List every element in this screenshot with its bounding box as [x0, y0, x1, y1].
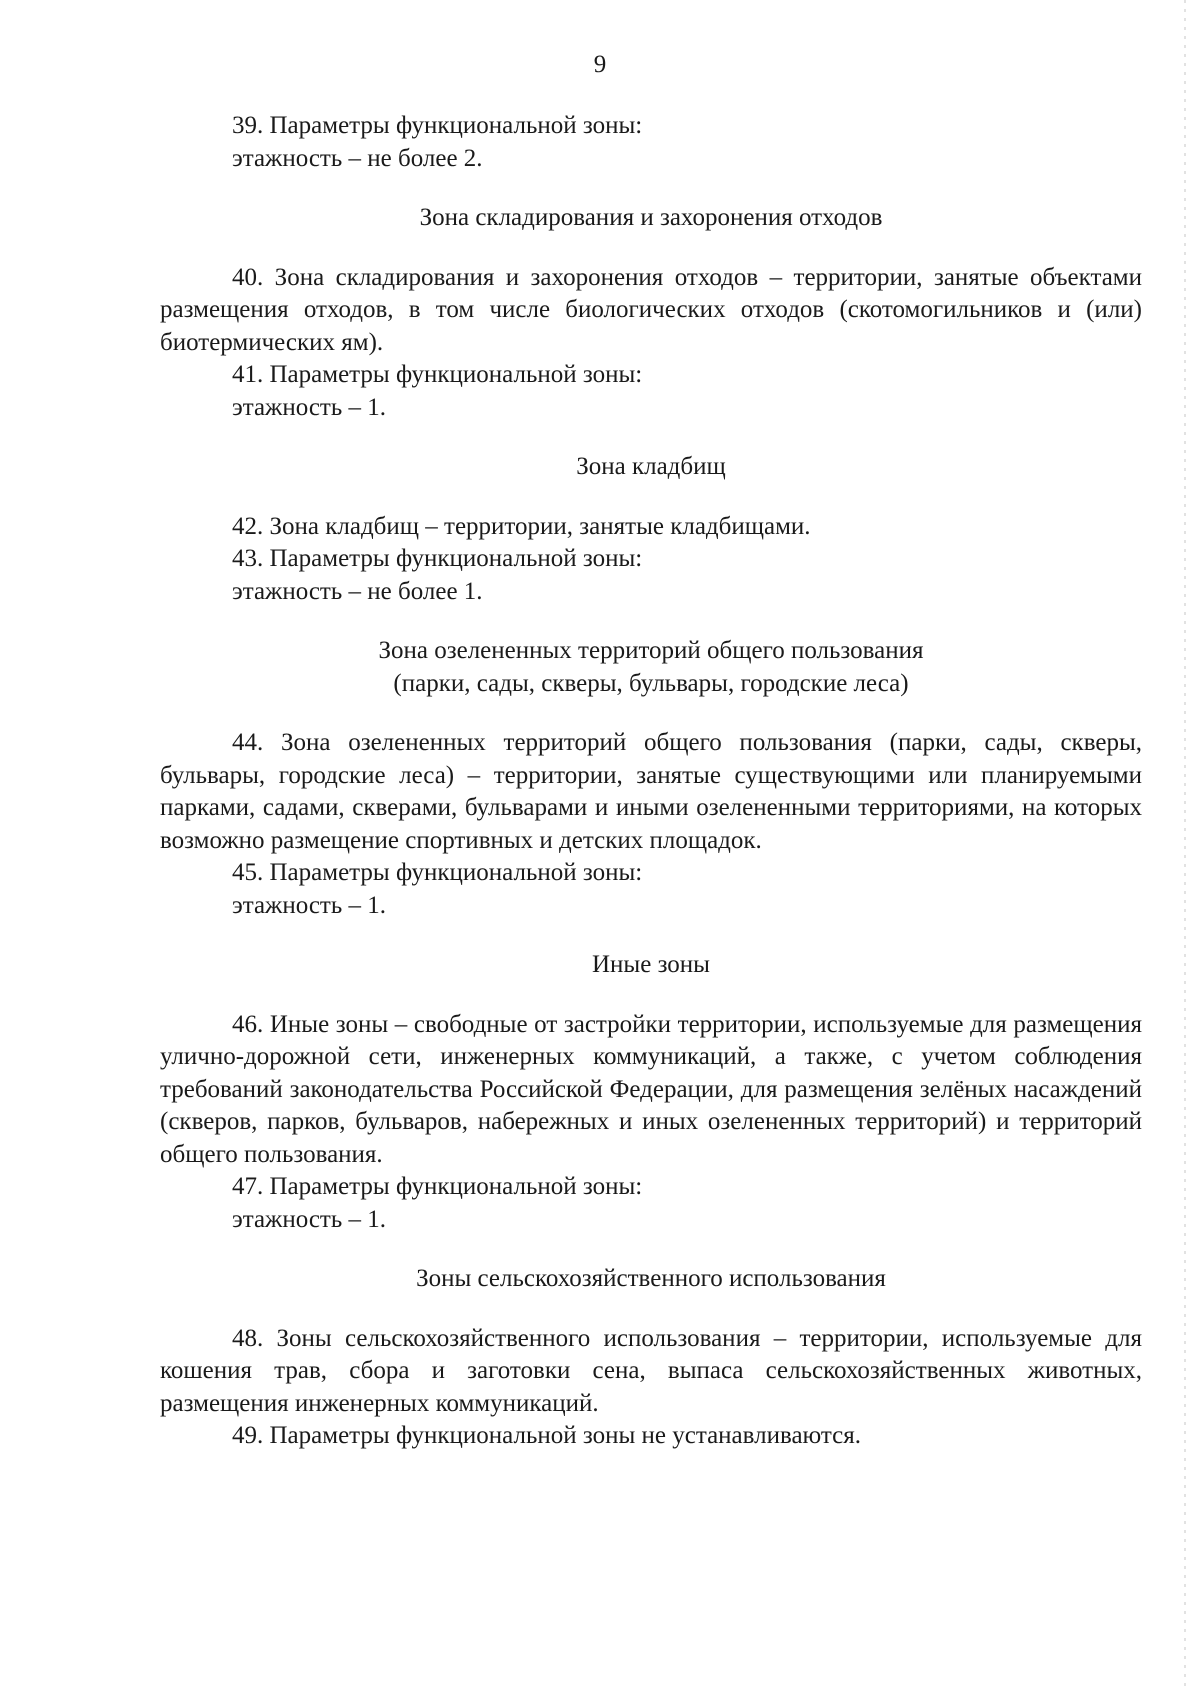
item-47-title: 47. Параметры функциональной зоны: [232, 1173, 643, 1200]
section-heading-green-line2: (парки, сады, скверы, бульвары, городские леса) [393, 669, 909, 697]
item-40-paragraph: 40. Зона складирования и захоронения отходов – территории, занятые объектами размещения отходов, в том числе биологических отходов (скотомогильников и (или) биотермических ям). [160, 263, 1142, 356]
section-heading-cemetery: Зона кладбищ [576, 453, 726, 480]
item-45-value: этажность – 1. [232, 891, 387, 919]
section-heading-other: Иные зоны [592, 951, 710, 978]
item-43-value: этажность – не более 1. [232, 577, 483, 605]
section-heading-green-line1: Зона озелененных территорий общего пользования [378, 637, 924, 664]
item-41-value: этажность – 1. [232, 393, 387, 421]
item-41-title: 41. Параметры функциональной зоны: [232, 361, 643, 388]
item-46-paragraph: 46. Иные зоны – свободные от застройки территории, используемые для размещения улично-дорожной сети, инженерных коммуникаций, а также, с учетом соблюдения требований законодательства Российской Федерации, для размещения зелёных насаждений (скверов, парков, бульваров, набережных и иных озелененных территорий) и территорий общего пользования. [160, 1010, 1142, 1168]
item-39-title: 39. Параметры функциональной зоны: [232, 112, 643, 139]
section-heading-waste: Зона складирования и захоронения отходов [419, 204, 883, 231]
item-39-value: этажность – не более 2. [232, 144, 483, 172]
scan-edge-artifact [1184, 0, 1186, 1686]
item-44-paragraph: 44. Зона озелененных территорий общего пользования (парки, сады, скверы, бульвары, городские леса) – территории, занятые существующими или планируемыми парками, садами, скверами, бульварами и иными озелененными территориями, на которых возможно размещение спортивных и детских площадок. [160, 729, 1142, 854]
page-number: 9 [593, 51, 607, 78]
item-49-paragraph: 49. Параметры функциональной зоны не устанавливаются. [232, 1422, 861, 1449]
document-body [160, 110, 1142, 1453]
item-47-value: этажность – 1. [232, 1205, 387, 1233]
item-43-title: 43. Параметры функциональной зоны: [232, 545, 643, 572]
section-heading-agri: Зоны сельскохозяйственного использования [416, 1265, 886, 1292]
item-45-title: 45. Параметры функциональной зоны: [232, 859, 643, 886]
item-48-paragraph: 48. Зоны сельскохозяйственного использования – территории, используемые для кошения трав, сбора и заготовки сена, выпаса сельскохозяйственных животных, размещения инженерных коммуникаций. [160, 1324, 1142, 1417]
item-42-paragraph: 42. Зона кладбищ – территории, занятые кладбищами. [232, 512, 811, 540]
